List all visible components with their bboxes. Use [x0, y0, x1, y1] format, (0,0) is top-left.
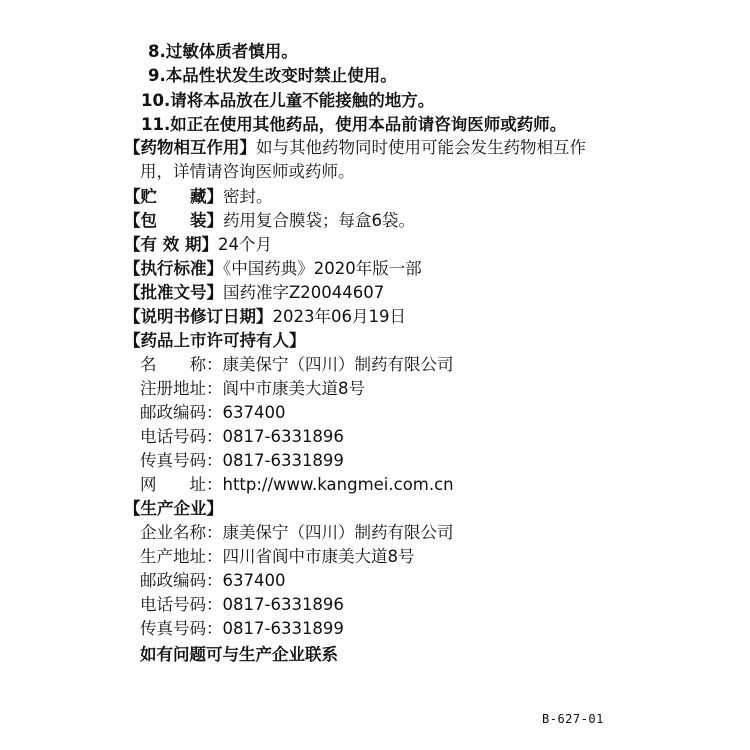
holder-postcode-row: [140, 403, 286, 423]
approval-value: 国药准字Z20044607: [223, 283, 385, 302]
standard-key: 执行标准: [140, 259, 207, 278]
section-bracket: 【: [124, 283, 141, 302]
manufacturer-fax-row: [140, 619, 344, 639]
standard-value: 《中国药典》2020年版一部: [223, 259, 422, 278]
storage-key: 贮 藏: [140, 187, 207, 206]
section-bracket: 【: [124, 138, 141, 157]
manufacturer-phone-row: [140, 595, 344, 615]
field-value: 0817-6331899: [222, 619, 344, 638]
section-bracket: 【: [124, 259, 141, 278]
precaution-item: 10.请将本品放在儿童不能接触的地方。: [141, 91, 435, 110]
manufacturer-postcode-row: [140, 571, 286, 591]
interactions-continuation: 用，详情请咨询医师或药师。: [140, 162, 355, 181]
section-bracket: 【: [124, 331, 141, 350]
field-label: 名 称：: [140, 355, 223, 374]
section-bracket: 】: [201, 235, 218, 254]
approval-row: [124, 283, 384, 303]
section-bracket: 【: [124, 307, 141, 326]
interactions-key: 药物相互作用: [140, 138, 240, 157]
standard-row: [124, 259, 422, 279]
package-row: [124, 211, 415, 231]
field-value: 637400: [222, 403, 286, 422]
field-label: 传真号码：: [140, 451, 223, 470]
manufacturer-name-row: [140, 523, 454, 543]
validity-value: 24个月: [218, 235, 272, 254]
holder-website-row: [140, 475, 454, 495]
validity-key: 有 效 期: [140, 235, 202, 254]
field-label: 企业名称：: [140, 523, 223, 542]
manufacturer-address-row: [140, 547, 415, 567]
revision-key: 说明书修订日期: [140, 307, 256, 326]
field-label: 生产地址：: [140, 547, 223, 566]
website-link[interactable]: http://www.kangmei.com.cn: [222, 475, 454, 494]
section-bracket: 】: [239, 138, 256, 157]
manufacturer-heading: [124, 499, 223, 519]
package-key: 包 装: [140, 211, 207, 230]
field-label: 传真号码：: [140, 619, 223, 638]
field-value: 637400: [222, 571, 286, 590]
holder-name-row: [140, 355, 454, 375]
revision-value: 2023年06月19日: [272, 307, 406, 326]
field-label: 网 址：: [140, 475, 223, 494]
field-value: 康美保宁（四川）制药有限公司: [222, 523, 454, 542]
field-label: 注册地址：: [140, 379, 223, 398]
section-bracket: 【: [124, 235, 141, 254]
section-bracket: 【: [124, 187, 141, 206]
section-bracket: 】: [206, 211, 223, 230]
precaution-item: 9.本品性状发生改变时禁止使用。: [148, 66, 397, 85]
storage-value: 密封。: [223, 187, 273, 206]
section-bracket: 】: [206, 499, 223, 518]
interactions-row: [124, 138, 586, 158]
section-bracket: 【: [124, 499, 141, 518]
section-bracket: 【: [124, 211, 141, 230]
field-label: 邮政编码：: [140, 571, 223, 590]
precaution-item: 11.如正在使用其他药品，使用本品前请咨询医师或药师。: [141, 115, 567, 134]
package-value: 药用复合膜袋；每盒6袋。: [223, 211, 415, 230]
section-bracket: 】: [206, 187, 223, 206]
manufacturer-heading-text: 生产企业: [140, 499, 207, 518]
field-label: 邮政编码：: [140, 403, 223, 422]
field-value: 0817-6331896: [222, 427, 344, 446]
field-value: 0817-6331899: [222, 451, 344, 470]
field-label: 电话号码：: [140, 427, 223, 446]
field-value: 康美保宁（四川）制药有限公司: [222, 355, 454, 374]
holder-phone-row: [140, 427, 344, 447]
field-value: 四川省阆中市康美大道8号: [222, 547, 415, 566]
validity-row: [124, 235, 272, 255]
section-bracket: 】: [206, 259, 223, 278]
holder-fax-row: [140, 451, 344, 471]
interactions-value: 如与其他药物同时使用可能会发生药物相互作: [256, 138, 586, 157]
field-value: 阆中市康美大道8号: [222, 379, 365, 398]
holder-address-row: [140, 379, 365, 399]
storage-row: [124, 187, 273, 207]
contact-note: 如有问题可与生产企业联系: [140, 645, 338, 664]
precaution-item: 8.过敏体质者慎用。: [148, 42, 298, 61]
holder-heading-text: 药品上市许可持有人: [140, 331, 289, 350]
revision-row: [124, 307, 406, 327]
field-label: 电话号码：: [140, 595, 223, 614]
document-code: B-627-01: [542, 712, 604, 726]
section-bracket: 】: [256, 307, 273, 326]
approval-key: 批准文号: [140, 283, 207, 302]
field-value: 0817-6331896: [222, 595, 344, 614]
section-bracket: 】: [289, 331, 306, 350]
holder-heading: [124, 331, 306, 351]
section-bracket: 】: [206, 283, 223, 302]
